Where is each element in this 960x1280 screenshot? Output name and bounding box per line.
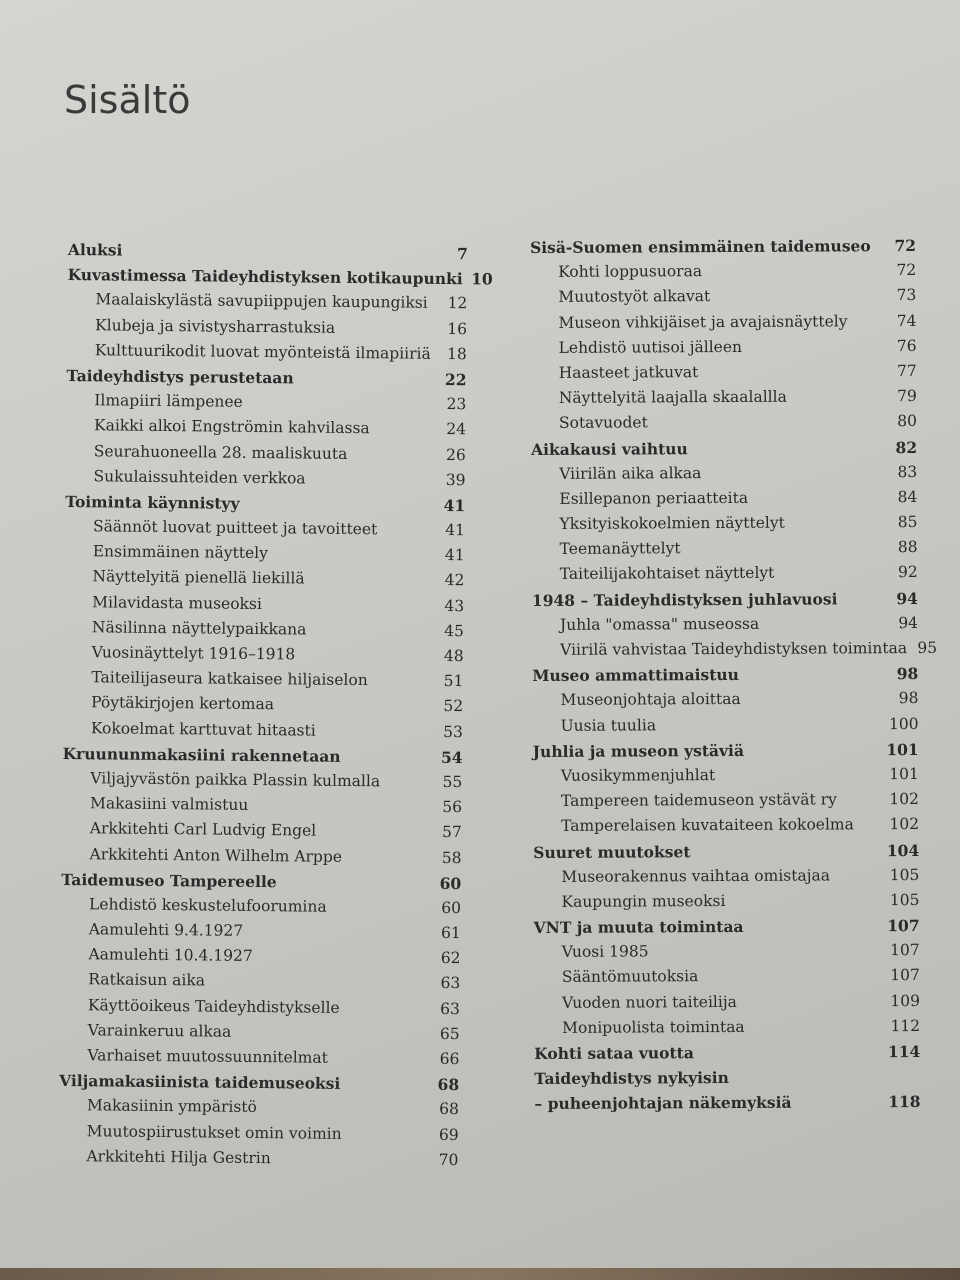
toc-page-number: 84 (897, 487, 918, 506)
toc-entry-title: Vuosinäyttelyt 1916–1918 (91, 643, 296, 664)
toc-left-column (58, 240, 493, 1176)
toc-page-number: 95 (917, 638, 938, 657)
toc-entry-title: Kruununmakasiini rakennetaan (62, 743, 341, 766)
toc-entry-title: Juhla "omassa" museossa (559, 614, 760, 634)
toc-page-number: 80 (897, 412, 918, 431)
toc-entry-title: Taideyhdistys nykyisin (534, 1068, 729, 1089)
toc-page-number: 23 (446, 395, 467, 414)
toc-entry-title: Tamperelaisen kuvataiteen kokoelma (561, 815, 854, 836)
toc-entry-title: Ilmapiiri lämpenee (94, 391, 243, 411)
toc-page-number: 39 (445, 470, 466, 489)
toc-entry-title: Arkkitehti Anton Wilhelm Arppe (89, 844, 343, 866)
toc-page-number: 66 (439, 1049, 460, 1069)
toc-page-number: 56 (442, 798, 463, 817)
toc-entry-title: Kokoelmat karttuvat hitaasti (90, 718, 316, 740)
toc-section (532, 689, 918, 716)
toc-section (533, 815, 919, 842)
toc-page-number: 69 (438, 1125, 459, 1144)
toc-page-number: 52 (443, 697, 464, 716)
toc-section (532, 563, 918, 590)
toc-entry-title: Esillepanon periaatteita (559, 488, 749, 508)
toc-entry-title: Museorakennus vaihtaa omistajaa (561, 866, 831, 886)
toc-entry-title: Museo ammattimaistuu (532, 665, 739, 686)
toc-entry-title: Toiminta käynnistyy (65, 491, 240, 513)
toc-page-number: 88 (897, 538, 918, 557)
toc-section (531, 337, 917, 364)
toc-entry-title: Yksityiskokoelmien näyttelyt (559, 513, 785, 533)
toc-section (534, 1017, 920, 1044)
toc-chapter (534, 1067, 920, 1094)
toc-page-number: 63 (440, 974, 461, 993)
toc-page-number: 70 (438, 1150, 459, 1169)
toc-entry-title: Sääntömuutoksia (561, 967, 699, 987)
toc-entry-title: Kohti loppusuoraa (558, 262, 703, 282)
toc-page-number: 101 (889, 764, 919, 784)
toc-entry-title: Aamulehti 10.4.1927 (88, 945, 253, 966)
toc-entry-title: Teemanäyttelyt (559, 539, 681, 559)
toc-page-number: 74 (896, 311, 917, 330)
toc-entry-title: Tampereen taidemuseon ystävät ry (560, 790, 837, 810)
toc-page-number: 104 (886, 840, 920, 860)
toc-entry-title: Säännöt luovat puitteet ja tavoitteet (92, 517, 378, 539)
toc-page-number: 83 (897, 462, 918, 481)
toc-page-number: 79 (897, 387, 917, 406)
toc-page-number: 101 (886, 739, 919, 759)
toc-entry-title: Juhlia ja museon ystäviä (532, 740, 745, 761)
toc-entry-title: Makasiini valmistuu (90, 794, 249, 815)
toc-entry-title: Arkkitehti Hilja Gestrin (86, 1146, 271, 1167)
toc-page-number: 98 (896, 664, 919, 684)
toc-page-number: 41 (444, 546, 465, 565)
toc-section (532, 614, 918, 641)
toc-page-number: 65 (439, 1024, 460, 1043)
toc-page-number: 118 (888, 1092, 921, 1112)
toc-page-number: 72 (894, 235, 917, 256)
toc-page-number: 92 (897, 563, 918, 582)
toc-section (533, 715, 919, 742)
toc-page-number: 18 (447, 344, 467, 363)
toc-entry-title: Käyttöoikeus Taideyhdistykselle (87, 995, 340, 1017)
toc-page-number: 42 (444, 571, 465, 590)
toc-section (531, 488, 917, 515)
toc-page-number: 77 (896, 361, 917, 381)
toc-page-number: 41 (445, 521, 466, 540)
toc-section (533, 790, 919, 817)
toc-entry-title: Varhaiset muutossuunnitelmat (87, 1046, 328, 1067)
toc-entry-title: Kulttuurikodit luovat myönteistä ilmapiiriä (94, 341, 431, 363)
toc-entry-title: Klubeja ja sivistysharrastuksia (95, 315, 336, 337)
toc-entry-title: Kaikki alkoi Engströmin kahvilassa (93, 416, 370, 438)
toc-entry-title: 1948 – Taideyhdistyksen juhlavuosi (531, 589, 838, 610)
toc-page-number: 107 (890, 941, 920, 960)
toc-page-number: 54 (440, 747, 463, 767)
toc-page-number: 60 (439, 873, 462, 893)
toc-entry-title: Viljajyvästön paikka Plassin kulmalla (90, 769, 381, 791)
toc-chapter (532, 589, 918, 616)
toc-chapter (534, 1092, 920, 1119)
toc-section (533, 866, 919, 893)
toc-entry-title: Monipuolista toimintaa (562, 1017, 745, 1037)
toc-page-number: 100 (888, 714, 919, 733)
toc-entry-title: Muutostyöt alkavat (558, 287, 711, 307)
toc-page-number: 105 (889, 865, 920, 884)
toc-entry-title: Kohti sataa vuotta (534, 1043, 694, 1063)
toc-page-number: 12 (447, 294, 468, 313)
toc-page-number: 109 (890, 991, 921, 1010)
toc-chapter (533, 740, 919, 767)
toc-entry-title: Näsilinna näyttelypaikkana (91, 618, 307, 639)
toc-entry-title: Näyttelyitä pienellä liekillä (92, 567, 305, 588)
toc-page-number: 107 (887, 916, 920, 936)
toc-page-number: 105 (889, 890, 920, 909)
toc-page-number: 60 (441, 898, 462, 918)
toc-page-number: 85 (897, 513, 918, 532)
toc-entry-title: Taidemuseo Tampereelle (61, 869, 277, 891)
toc-entry-title: Arkkitehti Carl Ludvig Engel (89, 819, 317, 840)
toc-section (531, 412, 917, 439)
toc-section (531, 513, 917, 540)
toc-entry-title: Ratkaisun aika (88, 970, 206, 990)
toc-page-number: 43 (444, 596, 465, 615)
toc-entry-title: Ensimmäinen näyttely (92, 542, 269, 563)
toc-entry-title: Viirilän aika alkaa (559, 463, 702, 483)
toc-entry-title: Vuosikymmenjuhlat (560, 765, 716, 785)
toc-entry-title: Taideyhdistys perustetaan (66, 365, 294, 388)
toc-chapter (530, 236, 916, 263)
toc-chapter (533, 840, 919, 867)
toc-page-number: 58 (441, 848, 462, 867)
toc-page-number: 57 (441, 823, 462, 842)
toc-page-number: 7 (456, 244, 468, 264)
toc-page-number: 51 (443, 672, 464, 691)
toc-entry-title: Aikakausi vaihtuu (531, 438, 688, 459)
toc-page-number: 82 (895, 437, 918, 457)
toc-entry-title: Suuret muutokset (533, 841, 691, 862)
toc-section (531, 362, 917, 389)
toc-entry-title: Seurahuoneella 28. maaliskuuta (93, 441, 348, 463)
table-surface-edge (0, 1268, 960, 1280)
toc-section (532, 638, 938, 666)
toc-page-number: 45 (444, 621, 465, 640)
page-title: Sisältö (64, 78, 191, 122)
toc-entry-title: Sisä-Suomen ensimmäinen taidemuseo (530, 236, 871, 257)
toc-entry-title: Sukulaissuhteiden verkkoa (93, 466, 306, 488)
toc-page-number: 68 (439, 1100, 460, 1119)
toc-page-number: 22 (444, 369, 467, 390)
toc-section (533, 765, 919, 792)
toc-section (530, 312, 916, 339)
toc-entry-title: – puheenjohtajan näkemyksiä (534, 1093, 792, 1114)
toc-entry-title: Lehdistö keskustelufoorumina (88, 895, 327, 916)
toc-section (534, 966, 920, 993)
toc-page-number: 63 (440, 999, 461, 1018)
toc-entry-title: Näyttelyitä laajalla skaalallla (558, 387, 787, 407)
toc-entry-title: Museonjohtaja aloittaa (560, 690, 741, 710)
toc-entry-title: Varainkeruu alkaa (87, 1021, 232, 1041)
toc-page-number: 48 (443, 646, 464, 666)
toc-entry-title: Haasteet jatkuvat (558, 363, 699, 382)
toc-page-number: 107 (890, 966, 920, 985)
toc-chapter (534, 916, 920, 943)
toc-page-number: 16 (447, 319, 468, 338)
toc-page-number: 72 (896, 261, 917, 280)
toc-entry-title: Muutospiirustukset omin voimin (86, 1121, 342, 1143)
toc-page-number: 10 (471, 269, 493, 289)
toc-page-number: 102 (889, 790, 919, 809)
toc-entry-title: Taiteilijaseura katkaisee hiljaiselon (91, 668, 368, 690)
toc-entry-title: Uusia tuulia (560, 715, 657, 735)
toc-entry-title: Vuoden nuori taiteilija (561, 992, 737, 1012)
toc-entry-title: Taiteilijakohtaiset näyttelyt (559, 564, 775, 584)
toc-entry-title: Kuvastimessa Taideyhdistyksen kotikaupunki (67, 265, 463, 289)
toc-entry-title: Lehdistö uutisoi jälleen (558, 337, 743, 357)
toc-page-number: 73 (896, 286, 917, 305)
toc-section (530, 286, 916, 313)
toc-entry-title: Makasiinin ympäristö (86, 1096, 257, 1117)
toc-entry-title: Viirilä vahvistaa Taideyhdistyksen toimintaa (560, 639, 908, 659)
toc-section (534, 941, 920, 968)
toc-page-number: 98 (898, 689, 919, 708)
toc-entry-title: Pöytäkirjojen kertomaa (91, 693, 275, 714)
toc-entry-title: Museon vihkijäiset ja avajaisnäyttely (558, 311, 848, 332)
toc-section (533, 891, 919, 918)
toc-page-number: 114 (887, 1041, 921, 1062)
toc-section (530, 261, 916, 288)
toc-entry-title: Sotavuodet (558, 413, 648, 433)
toc-chapter (531, 437, 917, 464)
toc-page-number: 61 (440, 924, 461, 943)
toc-right-column (530, 235, 938, 1120)
toc-entry-title: Maalaiskylästä savupiippujen kaupungiksi (95, 290, 428, 313)
toc-entry-title: Aluksi (67, 240, 123, 260)
toc-entry-title: VNT ja muuta toimintaa (533, 916, 744, 938)
toc-page-number: 94 (898, 613, 919, 632)
toc-page-number: 53 (443, 722, 463, 741)
toc-entry-title: Milavidasta museoksi (92, 592, 262, 613)
toc-page-number: 26 (445, 445, 466, 464)
toc-page-number: 62 (440, 949, 461, 968)
toc-chapter (532, 664, 918, 691)
toc-page-number: 112 (890, 1016, 921, 1035)
toc-chapter (534, 1042, 920, 1069)
toc-page-number: 55 (442, 772, 463, 792)
toc-section (534, 992, 920, 1019)
toc-section (531, 463, 917, 490)
toc-entry-title: Viljamakasiinista taidemuseoksi (59, 1071, 341, 1094)
toc-page-number: 41 (443, 495, 466, 516)
toc-page-number: 76 (896, 336, 917, 355)
toc-page-number: 68 (437, 1075, 460, 1095)
toc-entry-title: Vuosi 1985 (561, 942, 649, 962)
toc-section (531, 387, 917, 414)
toc-section (532, 538, 918, 565)
toc-entry-title: Kaupungin museoksi (561, 891, 726, 911)
toc-page-number: 102 (889, 815, 920, 834)
toc-page-number: 24 (446, 420, 467, 439)
toc-entry-title: Aamulehti 9.4.1927 (88, 920, 244, 940)
toc-section (58, 1147, 458, 1176)
toc-page-number: 94 (896, 588, 918, 608)
